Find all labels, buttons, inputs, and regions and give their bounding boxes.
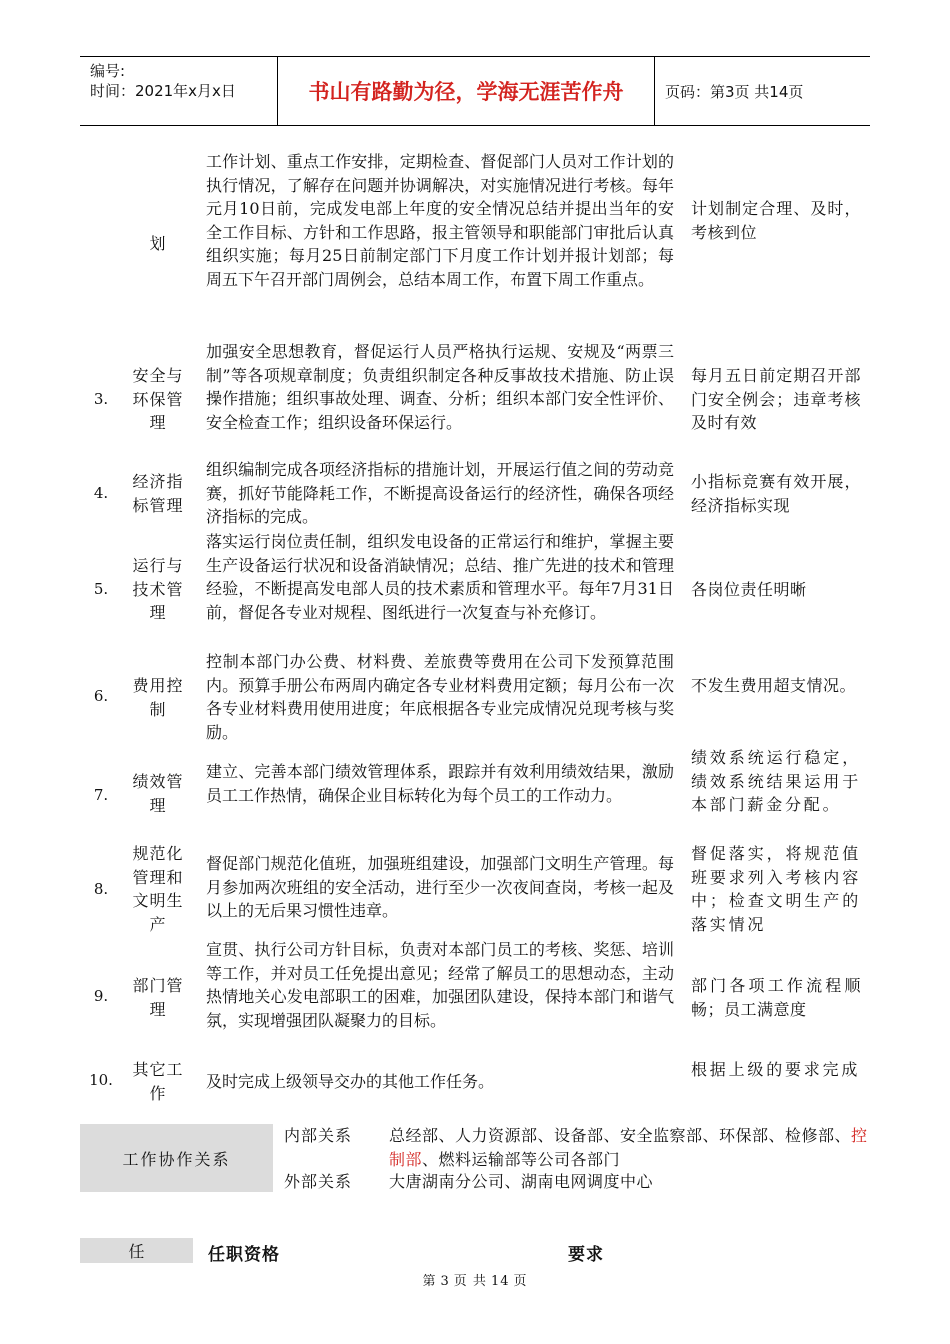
duty-name: 其它工作 (132, 1060, 184, 1103)
coop-label: 工作协作关系 (80, 1124, 273, 1192)
internal-relations-text (389, 1124, 869, 1171)
footer-prefix: 第 (422, 1274, 437, 1289)
duty-name: 费用控制 (132, 676, 184, 719)
duty-name: 划 (149, 234, 167, 253)
footer-page-number: 3 (440, 1274, 450, 1289)
internal-relations-label: 内部关系 (284, 1126, 353, 1145)
internal-relations-post: 、燃料运输部等公司各部门 (422, 1149, 621, 1169)
duty-standard: 小指标竞赛有效开展，经济指标实现 (691, 472, 861, 515)
duty-standard: 部门各项工作流程顺畅；员工满意度 (691, 976, 861, 1019)
qualification-cell: 任 (80, 1238, 193, 1263)
duty-standard: 不发生费用超支情况。 (691, 676, 857, 695)
duty-number: 9. (93, 987, 109, 1005)
page-header (80, 56, 870, 126)
duty-number: 7. (93, 786, 109, 804)
duty-text: 宣贯、执行公司方针目标，负责对本部门员工的考核、奖惩、培训等工作，并对员工任免提出意见；经常了解员工的思想动态，主动热情地关心发电部职工的困难，加强团队建设，保持本部门和谐气氛，实现增强团队凝聚力的目标。 (206, 940, 674, 1030)
duty-name: 运行与技术管理 (132, 556, 184, 622)
internal-relations-pre: 总经部、人力资源部、设备部、安全监察部、环保部、检修部、 (389, 1126, 852, 1145)
duty-standard: 督促落实，将规范值班要求列入考核内容中；检查文明生产的落实情况 (691, 844, 861, 934)
duty-name: 规范化管理和文明生产 (132, 844, 184, 934)
duty-text: 工作计划、重点工作安排，定期检查、督促部门人员对工作计划的执行情况，了解存在问题并协调解决，对实施情况进行考核。每年元月10日前，完成发电部上年度的安全情况总结并提出当年的安全工作目标、方针和工作思路，报主管领导和职能部门审批后认真组织实施；每月25日前制定部门下月度工作计划并报计划部；每周五下午召开部门周例会，总结本周工作，布置下周工作重点。 (206, 152, 674, 289)
duty-text: 建立、完善本部门绩效管理体系，跟踪并有效利用绩效结果，激励员工工作热情，确保企业目标转化为每个员工的工作动力。 (206, 762, 674, 805)
duty-standard: 计划制定合理、及时，考核到位 (691, 199, 861, 242)
footer-total-pages: 14 (490, 1274, 510, 1289)
external-relations-text: 大唐湖南分公司、湖南电网调度中心 (389, 1172, 654, 1191)
duty-standard: 绩效系统运行稳定，绩效系统结果运用于本部门薪金分配。 (691, 748, 861, 814)
duty-standard: 每月五日前定期召开部门安全例会；违章考核及时有效 (691, 366, 861, 432)
internal-relations-highlight: 控制部 (389, 1126, 868, 1169)
duty-text: 督促部门规范化值班，加强班组建设，加强部门文明生产管理。每月参加两次班组的安全活动，进行至少一次夜间查岗，考核一起及以上的无后果习惯性违章。 (206, 854, 674, 920)
duty-name: 部门管理 (132, 976, 184, 1019)
duty-number: 10. (89, 1071, 113, 1089)
external-relations-label: 外部关系 (284, 1172, 353, 1191)
duty-name: 绩效管理 (132, 772, 184, 815)
duty-number: 5. (93, 580, 109, 598)
header-page-info: 页码：第3页 共14页 (665, 82, 804, 101)
duty-text: 控制本部门办公费、材料费、差旅费等费用在公司下发预算范围内。预算手册公布两周内确定各专业材料费用定额；每月公布一次各专业材料费用使用进度；年底根据各专业完成情况兑现考核与奖励。 (206, 652, 674, 742)
duty-text: 落实运行岗位责任制，组织发电设备的正常运行和维护，掌握主要生产设备运行状况和设备消缺情况；总结、推广先进的技术和管理经验，不断提高发电部人员的技术素质和管理水平。每年7月31日前，督促各专业对规程、图纸进行一次复查与补充修订。 (206, 532, 674, 622)
duty-number: 4. (93, 484, 109, 502)
duty-name: 经济指标管理 (132, 472, 184, 515)
duty-text: 加强安全思想教育，督促运行人员严格执行运规、安规及“两票三制”等各项规章制度；负责组织制定各种反事故技术措施、防止误操作措施；组织事故处理、调查、分析；组织本部门安全性评价、安全检查工作；组织设备环保运行。 (206, 342, 674, 432)
header-motto: 书山有路勤为径，学海无涯苦作舟 (277, 57, 655, 125)
duty-standard: 根据上级的要求完成 (691, 1060, 861, 1079)
requirement-title: 要求 (568, 1245, 604, 1265)
duty-number: 6. (93, 687, 109, 705)
duty-standard: 各岗位责任明晰 (691, 580, 807, 599)
duty-text: 及时完成上级领导交办的其他工作任务。 (206, 1072, 495, 1091)
qualification-title: 任职资格 (208, 1245, 280, 1265)
page-footer (0, 1270, 950, 1289)
footer-suffix: 页 (513, 1274, 528, 1289)
duty-number: 3. (93, 390, 109, 408)
duty-number: 8. (93, 880, 109, 898)
footer-mid: 页 共 (453, 1274, 487, 1289)
document-number-label: 编号: (90, 62, 126, 80)
header-meta (90, 61, 236, 101)
document-date: 时间：2021年x月x日 (90, 82, 236, 100)
duty-name: 安全与环保管理 (132, 366, 184, 432)
duty-text: 组织编制完成各项经济指标的措施计划，开展运行值之间的劳动竞赛，抓好节能降耗工作，不断提高设备运行的经济性，确保各项经济指标的完成。 (206, 460, 674, 526)
